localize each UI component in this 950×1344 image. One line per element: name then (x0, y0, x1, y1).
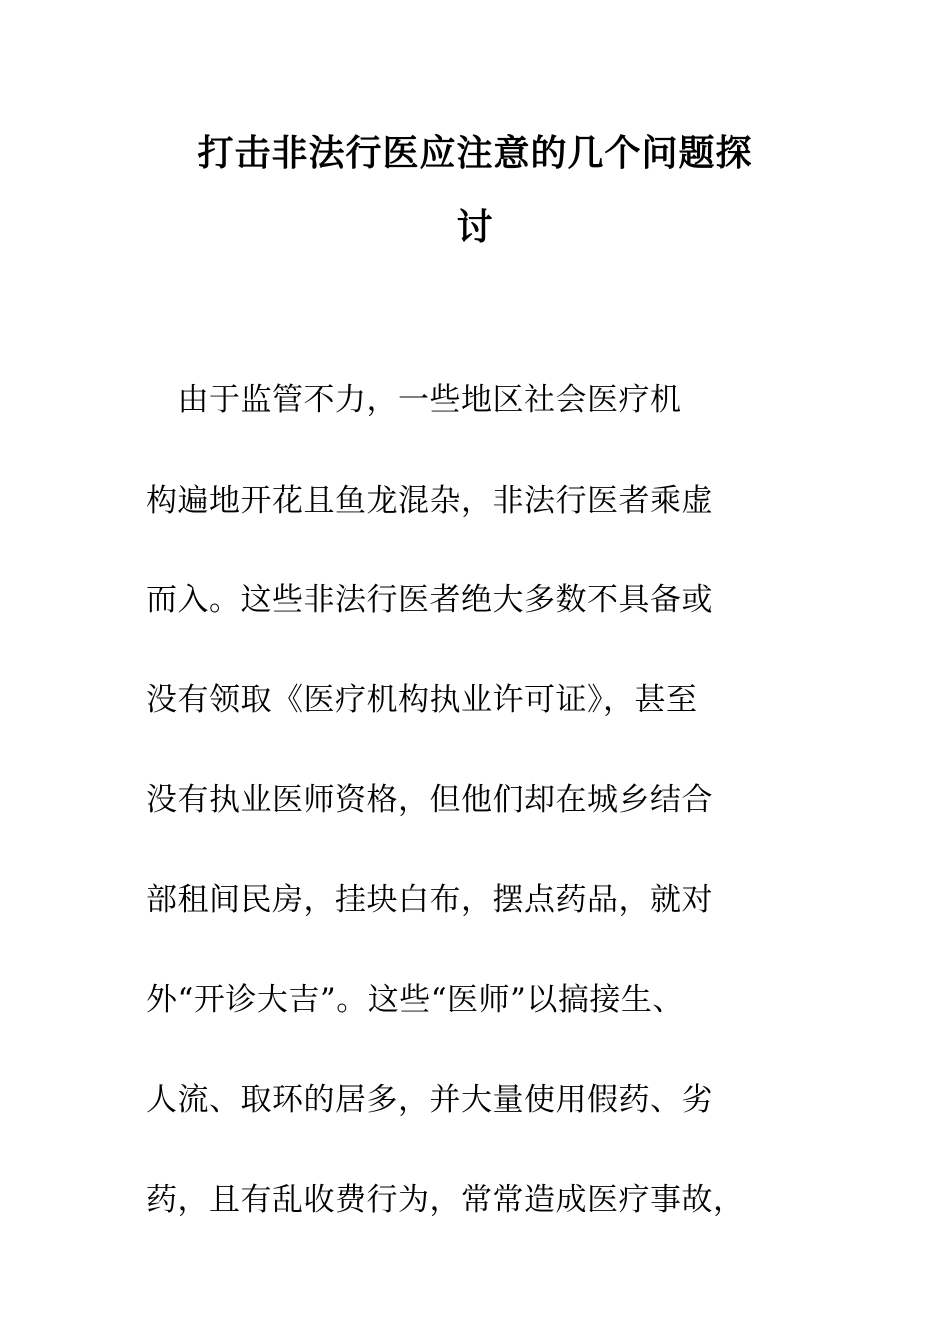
paragraph-line-4: 没有领取《医疗机构执业许可证》，甚至 (146, 682, 698, 718)
document-title-line-1: 打击非法行医应注意的几个问题探 (197, 133, 753, 174)
paragraph-line-8: 人流、取环的居多，并大量使用假药、劣 (146, 1082, 713, 1118)
paragraph-line-6: 部租间民房，挂块白布，摆点药品，就对 (146, 882, 713, 918)
paragraph-line-5: 没有执业医师资格，但他们却在城乡结合 (146, 782, 713, 818)
paragraph-line-2: 构遍地开花且鱼龙混杂，非法行医者乘虚 (146, 483, 713, 519)
paragraph-line-3: 而入。这些非法行医者绝大多数不具备或 (146, 582, 713, 618)
paragraph-line-1: 由于监管不力，一些地区社会医疗机 (146, 382, 682, 418)
document-title-line-2: 讨 (456, 207, 494, 248)
paragraph-line-9: 药，且有乱收费行为，常常造成医疗事故， (146, 1182, 745, 1218)
paragraph-line-7: 外“开诊大吉”。这些“医师”以搞接生、 (146, 982, 684, 1018)
